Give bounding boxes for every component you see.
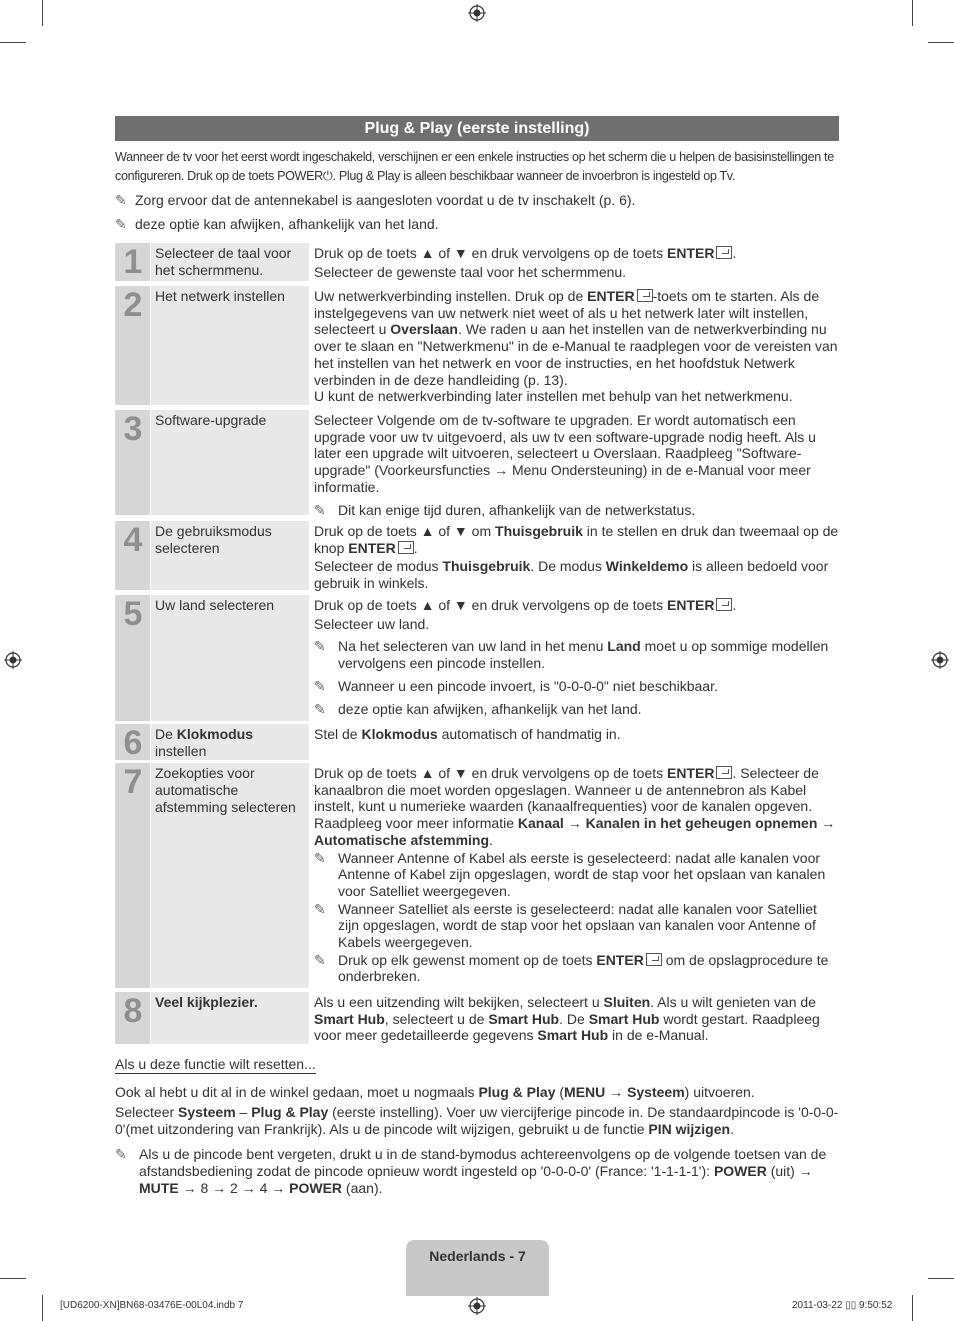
note-pencil-icon: ✎ (115, 1146, 127, 1162)
step-row (115, 595, 840, 721)
print-date-info: 2011-03-22 ▯▯ 9:50:52 (792, 1300, 893, 1311)
reset-note: ✎ Als u de pincode bent vergeten, drukt u in de stand-bymodus achtereenvolgens op de volgende toetsen van de afstandsbediening zodat de pincode opnieuw wordt ingesteld op '0-0-0-0' (France: '1-1-1-1'): POWER (uit) → MUTE → 8 → 2 → 4 → POWER (aan). (115, 1146, 827, 1196)
step-row (115, 243, 840, 281)
step-number: 8 (115, 992, 150, 1044)
registration-mark-icon (4, 651, 22, 669)
step-number: 2 (115, 286, 150, 405)
section-title: Plug & Play (eerste instelling) (115, 116, 839, 141)
step-label: Veel kijkplezier. (151, 992, 309, 1044)
step-description: Druk op de toets ▲ of ▼ en druk vervolgens op de toets ENTER . Selecteer de kanaalbron die moet worden opgeslagen. Wanneer u de antennebron als Kabel instelt, kunt u numerieke waarden (kanaalfrequenties) voor de kanalen opgeven. Raadpleeg voor meer informatie Kanaal → Kanalen in het geheugen opnemen → Automatische afstemming. ✎ Wanneer Antenne of Kabel als eerste is geselecteerd: nadat alle kanalen voor Antenne of Kabel zijn opgeslagen, wordt de stap voor het opslaan van kanalen voor Satelliet weergegeven. ✎ Wanneer Satelliet als eerste is geselecteerd: nadat alle kanalen voor Satelliet zijn opgeslagen, wordt de stap voor het opslaan van kanalen voor Antenne of Kabels weergegeven. ✎ Druk op elk gewenst moment op de toets ENTER om de opslagprocedure te onderbreken. (314, 765, 836, 985)
note-pencil-icon: ✎ (314, 501, 326, 518)
step-description: Druk op de toets ▲ of ▼ om Thuisgebruik in te stellen en druk dan tweemaal op de knop ENTER . Selecteer de modus Thuisgebruik. De modus Winkeldemo is alleen bedoeld voor gebruik in winkels. (314, 523, 839, 592)
note-pencil-icon: ✎ (115, 216, 127, 232)
reset-heading: Als u deze functie wilt resetten... (115, 1056, 316, 1072)
registration-mark-icon (468, 4, 486, 22)
enter-icon (716, 246, 732, 259)
enter-icon (716, 766, 732, 779)
note-antenna: ✎ Zorg ervoor dat de antennekabel is aangesloten voordat u de tv inschakelt (p. 6). (115, 192, 636, 208)
registration-mark-icon (931, 651, 949, 669)
note-pencil-icon: ✎ (314, 900, 326, 917)
note-country: ✎ deze optie kan afwijken, afhankelijk van het land. (115, 216, 439, 232)
step-number: 1 (115, 243, 150, 281)
step-number: 4 (115, 521, 150, 590)
note-pencil-icon: ✎ (314, 638, 326, 655)
step-row (115, 724, 840, 760)
step-row (115, 410, 840, 518)
step-number: 7 (115, 763, 150, 988)
step-row (115, 286, 840, 405)
intro-paragraph: Wanneer de tv voor het eerst wordt ingeschakeld, verschijnen er een enkele instructies op het scherm die u helpen de basisinstellingen te configureren. Druk op de toets POWER⏻. Plug & Play is alleen beschikbaar wanneer de invoerbron is ingesteld op Tv. (115, 150, 834, 183)
reset-paragraph: Selecteer Systeem – Plug & Play (eerste instelling). Voer uw viercijferige pincode in. De standaardpincode is '0-0-0-0'(met uitzondering van Frankrijk). Als u de pincode wilt wijzigen, gebruikt u de functie PIN wijzigen. (115, 1104, 839, 1137)
note-pencil-icon: ✎ (314, 700, 326, 717)
power-icon: ⏻ (322, 169, 333, 183)
note-pencil-icon: ✎ (314, 951, 326, 968)
step-number: 3 (115, 410, 150, 515)
step-description: Selecteer Volgende om de tv-software te upgraden. Er wordt automatisch een upgrade voor uw tv uitgevoerd, als uw tv een software-upgrade nodig heeft. Als u later een upgrade wilt uitvoeren, selecteert u Overslaan. Raadpleeg "Software-upgrade" (Voorkeursfuncties → Menu Ondersteuning) in de e-Manual voor meer informatie. ✎ Dit kan enige tijd duren, afhankelijk van de netwerkstatus. (314, 412, 816, 518)
enter-icon (646, 953, 662, 966)
enter-icon (716, 598, 732, 611)
reset-paragraph: Ook al hebt u dit al in de winkel gedaan, moet u nogmaals Plug & Play (MENU → Systeem) uitvoeren. (115, 1084, 755, 1100)
step-label: Selecteer de taal voor het schermmenu. (151, 243, 309, 281)
note-pencil-icon: ✎ (115, 192, 127, 208)
step-row (115, 521, 840, 590)
step-label: Software-upgrade (151, 410, 309, 515)
print-file-info: [UD6200-XN]BN68-03476E-00L04.indb 7 (60, 1300, 244, 1311)
step-description: Uw netwerkverbinding instellen. Druk op de ENTER -toets om te starten. Als de instelgegevens van uw netwerk niet weet of als u het netwerk later wilt instellen, selecteert u Overslaan. We raden u aan het instellen van de netwerkverbinding nu over te slaan en "Netwerkmenu" in de e-Manual te raadplegen voor de vereisten van het instellen van het netwerk en voor de instructies, en het hoofdstuk Netwerk verbinden in de deze handleiding (p. 13). U kunt de netwerkverbinding later instellen met behulp van het netwerkmenu. (314, 288, 838, 405)
step-label: De Klokmodus instellen (151, 724, 309, 760)
step-number: 6 (115, 724, 150, 760)
enter-icon (637, 289, 653, 302)
step-label: Het netwerk instellen (151, 286, 309, 405)
step-number: 5 (115, 595, 150, 721)
page-number-tab: Nederlands - 7 (406, 1240, 549, 1296)
note-pencil-icon: ✎ (314, 677, 326, 694)
note-pencil-icon: ✎ (314, 849, 326, 866)
step-description: Stel de Klokmodus automatisch of handmatig in. (314, 726, 621, 742)
registration-mark-icon (468, 1297, 486, 1315)
step-description: Druk op de toets ▲ of ▼ en druk vervolgens op de toets ENTER . Selecteer uw land. ✎ Na het selecteren van uw land in het menu Land moet u op sommige modellen vervolgens een pincode instellen. ✎ Wanneer u een pincode invoert, is "0-0-0-0" niet beschikbaar. ✎ deze optie kan afwijken, afhankelijk van het land. (314, 597, 829, 717)
step-row (115, 763, 840, 988)
step-row (115, 992, 840, 1044)
step-label: De gebruiksmodus selecteren (151, 521, 309, 590)
step-label: Zoekopties voor automatische afstemming selecteren (151, 763, 309, 988)
enter-icon (398, 541, 414, 554)
step-description: Druk op de toets ▲ of ▼ en druk vervolgens op de toets ENTER . Selecteer de gewenste taal voor het schermmenu. (314, 245, 737, 280)
step-description: Als u een uitzending wilt bekijken, selecteert u Sluiten. Als u wilt genieten van de Smart Hub, selecteert u de Smart Hub. De Smart Hub wordt gestart. Raadpleeg voor meer gedetailleerde gegevens Smart Hub in de e-Manual. (314, 994, 820, 1044)
step-label: Uw land selecteren (151, 595, 309, 721)
